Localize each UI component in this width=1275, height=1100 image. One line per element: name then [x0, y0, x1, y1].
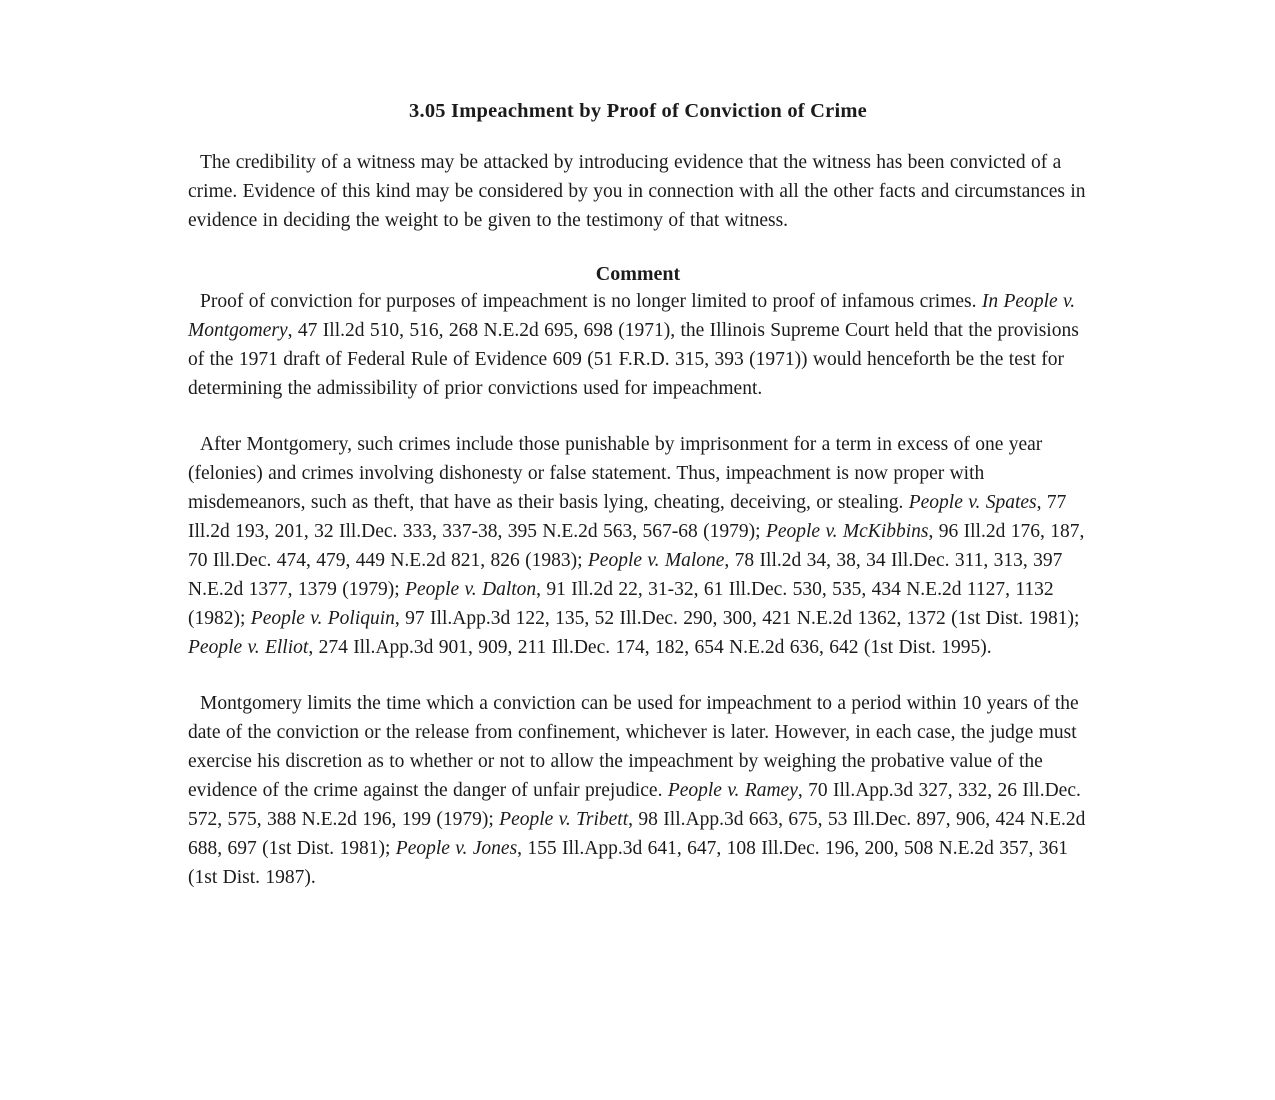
body-text-run: , 274 Ill.App.3d 901, 909, 211 Ill.Dec. 174, 182, 654 N.E.2d 636, 642 (1st Dist. 1995).	[308, 637, 992, 658]
paragraph-comment-1	[188, 287, 1088, 403]
case-citation-italic: In People v. Montgomery	[188, 291, 1076, 341]
body-text-run: , 96 Ill.2d 176, 187, 70 Ill.Dec. 474, 479, 449 N.E.2d 821, 826 (1983);	[188, 521, 1085, 571]
body-text-run: , 77 Ill.2d 193, 201, 32 Ill.Dec. 333, 337-38, 395 N.E.2d 563, 567-68 (1979);	[188, 492, 1067, 542]
case-citation-italic: People v. Dalton	[405, 579, 537, 600]
body-text-run: , 97 Ill.App.3d 122, 135, 52 Ill.Dec. 290, 300, 421 N.E.2d 1362, 1372 (1st Dist. 1981);	[394, 608, 1080, 629]
paragraph-instruction	[188, 148, 1088, 235]
body-text-run: , 91 Ill.2d 22, 31-32, 61 Ill.Dec. 530, 535, 434 N.E.2d 1127, 1132 (1982);	[188, 579, 1054, 629]
case-citation-italic: People v. Ramey	[667, 780, 798, 801]
body-text-run: Montgomery limits the time which a conviction can be used for impeachment to a period within 10 years of the date of the conviction or the release from confinement, whichever is later. However, in each case, the judge must exercise his discretion as to whether or not to allow the impeachment by weighing the probative value of the evidence of the crime against the danger of unfair prejudice.	[188, 693, 1079, 801]
case-citation-italic: People v. Tribett	[499, 809, 629, 830]
case-citation-italic: People v. McKibbins	[765, 521, 929, 542]
body-text-run: The credibility of a witness may be attacked by introducing evidence that the witness has been convicted of a crime. Evidence of this kind may be considered by you in connection with all the other facts and circumstances in evidence in deciding the weight to be given to the testimony of that witness.	[188, 152, 1086, 231]
body-text-run: , 78 Ill.2d 34, 38, 34 Ill.Dec. 311, 313, 397 N.E.2d 1377, 1379 (1979);	[188, 550, 1063, 600]
document-body	[188, 99, 1088, 892]
body-text-run: , 47 Ill.2d 510, 516, 268 N.E.2d 695, 698 (1971), the Illinois Supreme Court held that the provisions of the 1971 draft of Federal Rule of Evidence 609 (51 F.R.D. 315, 393 (1971)) would henceforth be the test for determining the admissibility of prior convictions used for impeachment.	[188, 320, 1079, 399]
case-citation-italic: People v. Jones	[395, 838, 518, 859]
comment-heading: Comment	[595, 263, 681, 285]
case-citation-italic: People v. Spates	[908, 492, 1037, 513]
body-text-run: , 98 Ill.App.3d 663, 675, 53 Ill.Dec. 897, 906, 424 N.E.2d 688, 697 (1st Dist. 1981);	[188, 809, 1086, 859]
case-citation-italic: People v. Elliot	[188, 637, 309, 658]
paragraph-comment-3	[188, 689, 1088, 892]
body-text-run: , 155 Ill.App.3d 641, 647, 108 Ill.Dec. 196, 200, 508 N.E.2d 357, 361 (1st Dist. 1987).	[188, 838, 1069, 888]
paragraph-comment-2	[188, 430, 1088, 662]
case-citation-italic: People v. Poliquin	[250, 608, 395, 629]
case-citation-italic: People v. Malone	[587, 550, 725, 571]
body-text-run: After Montgomery, such crimes include those punishable by imprisonment for a term in excess of one year (felonies) and crimes involving dishonesty or false statement. Thus, impeachment is now proper with misdemeanors, such as theft, that have as their basis lying, cheating, deceiving, or stealing.	[188, 434, 1043, 513]
body-text-run: Proof of conviction for purposes of impeachment is no longer limited to proof of infamous crimes.	[200, 291, 982, 312]
body-text-run: , 70 Ill.App.3d 327, 332, 26 Ill.Dec. 572, 575, 388 N.E.2d 196, 199 (1979);	[188, 780, 1081, 830]
section-title: 3.05 Impeachment by Proof of Conviction of Crime	[409, 100, 867, 122]
